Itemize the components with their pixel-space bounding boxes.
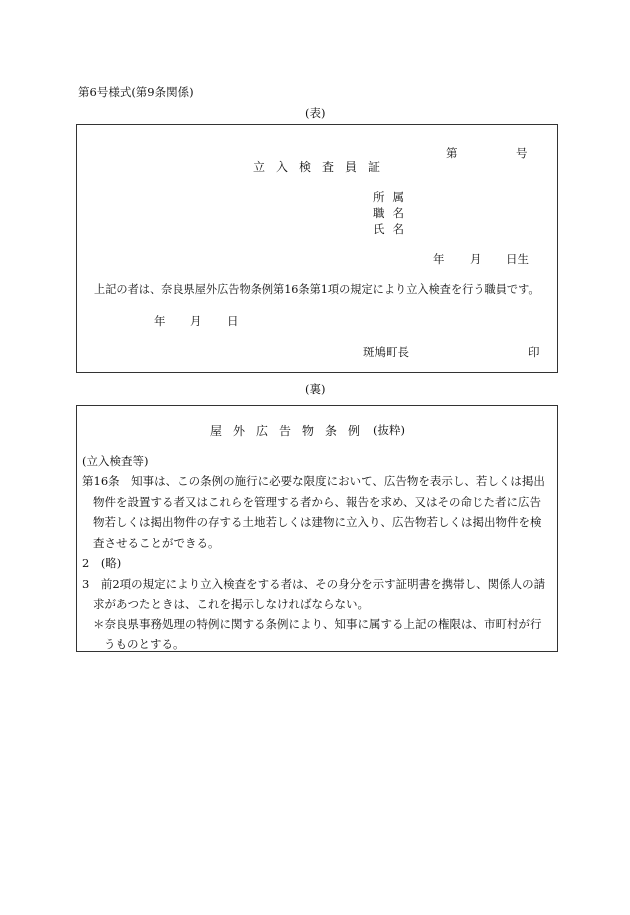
paragraph-3-line-2: 求があつたときは、これを掲示しなければならない。 bbox=[93, 597, 369, 611]
issue-day: 日 bbox=[227, 314, 239, 328]
issue-year: 年 bbox=[154, 314, 166, 328]
number-go: 号 bbox=[516, 146, 528, 160]
section-heading: (立入検査等) bbox=[82, 454, 149, 468]
article16-line-3: 物若しくは掲出物件の存する土地若しくは建物に立入り、広告物若しくは掲出物件を検 bbox=[93, 515, 542, 529]
field-affiliation-label: 所属 bbox=[373, 190, 412, 204]
birth-day: 日生 bbox=[506, 252, 529, 266]
article16-line-4: 査させることができる。 bbox=[93, 536, 220, 550]
paragraph-2: 2 (略) bbox=[82, 556, 122, 570]
ordinance-title: 屋外広告物条例 bbox=[210, 424, 372, 438]
note-line-2: うものとする。 bbox=[104, 637, 185, 651]
birth-month: 月 bbox=[470, 252, 482, 266]
card-title: 立入検査員証 bbox=[253, 160, 392, 174]
front-side-card bbox=[76, 124, 558, 373]
issue-month: 月 bbox=[190, 314, 202, 328]
form-id-label: 第6号様式(第9条関係) bbox=[78, 85, 194, 99]
statement-text: 上記の者は、奈良県屋外広告物条例第16条第1項の規定により立入検査を行う職員です。 bbox=[94, 283, 540, 296]
article16-line-2: 物件を設置する者又はこれらを管理する者から、報告を求め、又はその命じた者に広告 bbox=[93, 495, 542, 509]
seal-mark: 印 bbox=[528, 345, 540, 359]
note-line-1: ＊奈良県事務処理の特例に関する条例により、知事に属する上記の権限は、市町村が行 bbox=[93, 617, 542, 631]
birth-year: 年 bbox=[433, 252, 445, 266]
field-position-label: 職名 bbox=[373, 206, 412, 220]
number-dai: 第 bbox=[446, 146, 458, 160]
back-side-label: (裏) bbox=[305, 382, 326, 396]
paragraph-3-line-1: 3 前2項の規定により立入検査をする者は、その身分を示す証明書を携帯し、関係人の請 bbox=[82, 577, 546, 591]
excerpt-label: (抜粋) bbox=[373, 423, 405, 437]
front-side-label: (表) bbox=[305, 106, 326, 120]
field-name-label: 氏名 bbox=[373, 222, 412, 236]
back-side-card bbox=[76, 405, 558, 652]
article16-line-1: 第16条 知事は、この条例の施行に必要な限度において、広告物を表示し、若しくは掲出 bbox=[82, 474, 545, 488]
issuer-name: 斑鳩町長 bbox=[363, 345, 409, 359]
